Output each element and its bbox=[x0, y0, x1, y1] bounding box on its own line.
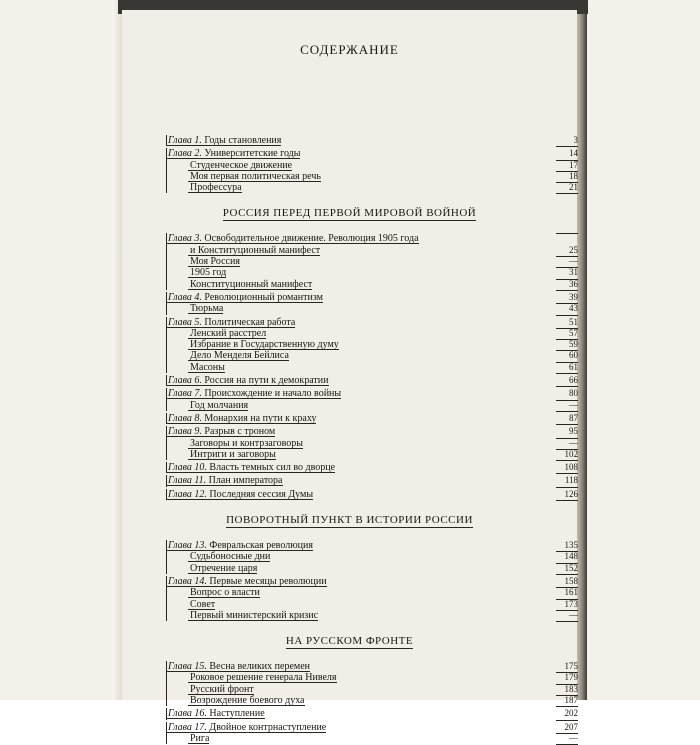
toc-entry-title: Студенческое движение bbox=[190, 159, 293, 171]
toc-subentry-row bbox=[168, 256, 578, 267]
chapter-label: Глава 4. bbox=[168, 291, 202, 303]
toc-subentry-row bbox=[168, 449, 578, 460]
leader-line bbox=[188, 743, 209, 744]
bracket-line bbox=[166, 413, 167, 424]
toc-entry-title: Моя первая политическая речь bbox=[190, 170, 321, 182]
chapter-label: Глава 2. bbox=[168, 148, 202, 160]
toc-entry-title: Интриги и заговоры bbox=[190, 448, 276, 460]
leader-line bbox=[166, 423, 316, 424]
page-number: — bbox=[556, 400, 578, 412]
page-number: 61 bbox=[556, 362, 578, 374]
section-heading-text: РОССИЯ ПЕРЕД ПЕРВОЙ МИРОВОЙ ВОЙНОЙ bbox=[222, 207, 477, 220]
page-number: 14 bbox=[556, 148, 578, 160]
page-number: 207 bbox=[556, 722, 578, 734]
bracket-line bbox=[166, 148, 167, 159]
toc-subentry-row bbox=[168, 672, 578, 683]
toc-chapter-row bbox=[168, 475, 578, 486]
chapter-label: Глава 3. bbox=[168, 233, 202, 245]
bracket-line bbox=[166, 684, 167, 695]
toc-entry-title: Дело Менделя Бейлиса bbox=[190, 350, 289, 362]
toc-entry-title: Монархия на пути к краху bbox=[204, 412, 317, 424]
leader-line bbox=[188, 410, 248, 411]
toc-entry-title: 1905 год bbox=[190, 267, 227, 279]
bracket-line bbox=[166, 540, 167, 551]
toc-subentry-row bbox=[168, 350, 578, 361]
chapter-label: Глава 9. bbox=[168, 426, 202, 438]
toc-chapter-row bbox=[168, 292, 578, 303]
toc-subentry-row bbox=[168, 438, 578, 449]
toc-entry-title: Год молчания bbox=[190, 399, 249, 411]
toc-chapter-row bbox=[168, 708, 578, 719]
toc-subentry-row bbox=[168, 587, 578, 598]
page-number: 17 bbox=[556, 160, 578, 172]
toc-chapter-row bbox=[168, 489, 578, 500]
page-number: 18 bbox=[556, 171, 578, 183]
bracket-line bbox=[166, 695, 167, 706]
page-number: 60 bbox=[556, 350, 578, 362]
toc-entry-title: Двойное контрнаступление bbox=[209, 721, 327, 733]
section-heading-text: ПОВОРОТНЫЙ ПУНКТ В ИСТОРИИ РОССИИ bbox=[226, 514, 473, 527]
page-number: 135 bbox=[556, 540, 578, 552]
toc-entry-title: Последняя сессия Думы bbox=[209, 488, 314, 500]
bracket-line bbox=[166, 587, 167, 598]
bracket-line bbox=[166, 388, 167, 399]
toc-subentry-row bbox=[168, 279, 578, 290]
toc-chapter-row bbox=[168, 576, 578, 587]
section-heading-text: НА РУССКОМ ФРОНТЕ bbox=[285, 635, 414, 648]
page-number: 95 bbox=[556, 426, 578, 438]
page-number: 126 bbox=[556, 489, 578, 501]
toc-entry-title: Первые месяцы революции bbox=[209, 575, 327, 587]
page-number: 118 bbox=[556, 475, 578, 487]
page-number: 202 bbox=[556, 708, 578, 720]
page-number: 102 bbox=[556, 449, 578, 461]
toc-entry-title: Избрание в Государственную думу bbox=[190, 339, 339, 351]
chapter-label: Глава 11. bbox=[168, 475, 207, 487]
page-number: — bbox=[556, 610, 578, 622]
toc-subentry-row bbox=[168, 303, 578, 314]
toc-entry-title: Отречение царя bbox=[190, 562, 258, 574]
page-number: 175 bbox=[556, 661, 578, 673]
toc-chapter-row bbox=[168, 540, 578, 551]
bracket-line bbox=[166, 400, 167, 411]
chapter-label: Глава 17. bbox=[168, 721, 207, 733]
bracket-line bbox=[166, 475, 167, 486]
bracket-line bbox=[166, 489, 167, 500]
toc-subentry-row bbox=[168, 400, 578, 411]
bracket-line bbox=[166, 182, 167, 193]
leader-line bbox=[188, 705, 305, 706]
bracket-line bbox=[166, 171, 167, 182]
toc-entry-title: План императора bbox=[208, 475, 283, 487]
page-number: 152 bbox=[556, 563, 578, 575]
chapter-label: Глава 13. bbox=[168, 540, 207, 552]
page-number: 51 bbox=[556, 317, 578, 329]
leader-line bbox=[166, 485, 283, 486]
page-number: 36 bbox=[556, 279, 578, 291]
leader-line bbox=[166, 472, 335, 473]
toc-entry-title: Роковое решение генерала Нивеля bbox=[190, 672, 337, 684]
leader-line bbox=[166, 385, 329, 386]
chapter-label: Глава 1. bbox=[168, 135, 202, 146]
toc-entry-title: Годы становления bbox=[204, 135, 282, 146]
toc-entry-title: Профессура bbox=[190, 182, 242, 194]
toc-chapter-row bbox=[168, 661, 578, 672]
page-number: — bbox=[556, 256, 578, 268]
page-number: 161 bbox=[556, 587, 578, 599]
page-number: 183 bbox=[556, 684, 578, 696]
chapter-label: Глава 15. bbox=[168, 661, 207, 673]
bracket-line bbox=[166, 462, 167, 473]
toc-entry-title: Происхождение и начало войны bbox=[204, 388, 342, 400]
toc-subentry-row bbox=[168, 733, 578, 744]
toc-subentry-row bbox=[168, 563, 578, 574]
bracket-line bbox=[166, 722, 167, 733]
page-number: 187 bbox=[556, 695, 578, 707]
bracket-line bbox=[166, 350, 167, 361]
bracket-line bbox=[166, 733, 167, 744]
toc-entry-title: Рига bbox=[190, 732, 210, 744]
page-edge-left bbox=[112, 0, 122, 700]
bracket-line bbox=[166, 328, 167, 339]
bracket-line bbox=[166, 375, 167, 386]
toc-entry-title: Русский фронт bbox=[190, 683, 254, 695]
toc-chapter-row bbox=[168, 317, 578, 328]
book-page bbox=[122, 10, 578, 744]
toc-subentry-row bbox=[168, 267, 578, 278]
toc-chapter-row bbox=[168, 375, 578, 386]
chapter-label: Глава 16. bbox=[168, 708, 207, 720]
toc-entry-title: Освободительное движение. Революция 1905 года bbox=[204, 233, 419, 245]
bracket-line bbox=[166, 551, 167, 562]
page-number bbox=[556, 233, 578, 234]
page-number: 158 bbox=[556, 576, 578, 588]
bracket-line bbox=[166, 426, 167, 437]
page-number: 148 bbox=[556, 551, 578, 563]
toc-entry-title: Революционный романтизм bbox=[204, 291, 323, 303]
leader-line bbox=[166, 145, 281, 146]
bracket-line bbox=[166, 317, 167, 328]
bracket-line bbox=[166, 256, 167, 267]
toc-entry-title: Россия на пути к демократии bbox=[204, 375, 329, 387]
bracket-line bbox=[166, 610, 167, 621]
bracket-line bbox=[166, 292, 167, 303]
toc-entry-title: Разрыв с троном bbox=[204, 426, 276, 438]
leader-line bbox=[166, 718, 265, 719]
page-number: — bbox=[556, 438, 578, 450]
bracket-line bbox=[166, 362, 167, 373]
toc-entry-title: Возрождение боевого духа bbox=[190, 694, 305, 706]
toc-entry-title: Совет bbox=[190, 598, 216, 610]
toc-entry-title: Ленский расстрел bbox=[190, 327, 267, 339]
toc-chapter-row bbox=[168, 462, 578, 473]
toc-entry-title: Масоны bbox=[190, 361, 225, 373]
page-number: 87 bbox=[556, 413, 578, 425]
toc-subentry-row bbox=[168, 328, 578, 339]
toc-chapter-row bbox=[168, 135, 578, 146]
leader-line bbox=[188, 372, 225, 373]
toc-subentry-row bbox=[168, 245, 578, 256]
toc-entry-title: Политическая работа bbox=[204, 316, 296, 328]
bracket-line bbox=[166, 672, 167, 683]
page-number: 57 bbox=[556, 328, 578, 340]
bracket-line bbox=[166, 599, 167, 610]
chapter-label: Глава 14. bbox=[168, 575, 207, 587]
toc-entry-title: Вопрос о власти bbox=[190, 587, 260, 599]
chapter-label: Глава 6. bbox=[168, 375, 202, 387]
toc-entry-title: Тюрьма bbox=[190, 303, 224, 315]
page-number: 31 bbox=[556, 267, 578, 279]
bracket-line bbox=[166, 339, 167, 350]
toc-subentry-row bbox=[168, 684, 578, 695]
section-heading bbox=[122, 621, 577, 659]
toc-entry-title: Февральская революция bbox=[209, 540, 313, 552]
page-number: 21 bbox=[556, 182, 578, 194]
toc-chapter-row bbox=[168, 413, 578, 424]
bracket-line bbox=[166, 233, 167, 244]
page-number: 39 bbox=[556, 292, 578, 304]
page-number: 43 bbox=[556, 303, 578, 315]
chapter-label: Глава 8. bbox=[168, 412, 202, 424]
leader-line bbox=[188, 573, 257, 574]
toc-subentry-row bbox=[168, 695, 578, 706]
toc-entry-title: Судьбоносные дни bbox=[190, 551, 271, 563]
bracket-line bbox=[166, 267, 167, 278]
page-title: СОДЕРЖАНИЕ bbox=[300, 42, 399, 57]
page-number: — bbox=[556, 733, 578, 745]
page-number: 3 bbox=[556, 135, 578, 147]
toc-chapter-row bbox=[168, 148, 578, 159]
toc-subentry-row bbox=[168, 339, 578, 350]
page-number: 59 bbox=[556, 339, 578, 351]
page-number: 179 bbox=[556, 672, 578, 684]
toc-chapter-row bbox=[168, 233, 578, 244]
toc-subentry-row bbox=[168, 362, 578, 373]
toc-entry-title: Конституционный манифест bbox=[190, 278, 313, 290]
page-number: 25 bbox=[556, 245, 578, 257]
toc-subentry-row bbox=[168, 551, 578, 562]
toc-subentry-row bbox=[168, 160, 578, 171]
leader-line bbox=[188, 459, 276, 460]
chapter-label: Глава 5. bbox=[168, 316, 202, 328]
toc-entry-title: Заговоры и контрзаговоры bbox=[190, 437, 303, 449]
page-number: 108 bbox=[556, 462, 578, 474]
bracket-line bbox=[166, 449, 167, 460]
bracket-line bbox=[166, 303, 167, 314]
toc-entry-title: Власть темных сил во дворце bbox=[209, 462, 336, 474]
toc-entry-title: Первый министерский кризис bbox=[190, 609, 319, 621]
toc-entry-title: Моя Россия bbox=[190, 256, 240, 268]
toc-chapter-row bbox=[168, 426, 578, 437]
table-of-contents bbox=[168, 133, 578, 744]
leader-line bbox=[188, 313, 223, 314]
page-number: 173 bbox=[556, 599, 578, 611]
bracket-line bbox=[166, 708, 167, 719]
bracket-line bbox=[166, 576, 167, 587]
bracket-line bbox=[166, 661, 167, 672]
bracket-line bbox=[166, 245, 167, 256]
bracket-line bbox=[166, 160, 167, 171]
toc-subentry-row bbox=[168, 610, 578, 621]
bracket-line bbox=[166, 563, 167, 574]
bracket-line bbox=[166, 279, 167, 290]
toc-chapter-row bbox=[168, 722, 578, 733]
toc-chapter-row bbox=[168, 388, 578, 399]
chapter-label: Глава 7. bbox=[168, 388, 202, 400]
bracket-line bbox=[166, 135, 167, 146]
page-number: 66 bbox=[556, 375, 578, 387]
toc-subentry-row bbox=[168, 171, 578, 182]
toc-entry-title: Весна великих перемен bbox=[209, 661, 311, 673]
toc-entry-title: Университетские годы bbox=[204, 148, 301, 160]
page-number: 80 bbox=[556, 388, 578, 400]
leader-line bbox=[188, 289, 312, 290]
chapter-label: Глава 12. bbox=[168, 488, 207, 500]
section-heading bbox=[122, 193, 577, 231]
toc-entry-title: и Конституционный манифест bbox=[190, 244, 321, 256]
toc-entry-title: Наступление bbox=[209, 708, 265, 720]
section-heading bbox=[122, 500, 577, 538]
bracket-line bbox=[166, 438, 167, 449]
toc-subentry-row bbox=[168, 599, 578, 610]
toc-subentry-row bbox=[168, 182, 578, 193]
chapter-label: Глава 10. bbox=[168, 462, 207, 474]
